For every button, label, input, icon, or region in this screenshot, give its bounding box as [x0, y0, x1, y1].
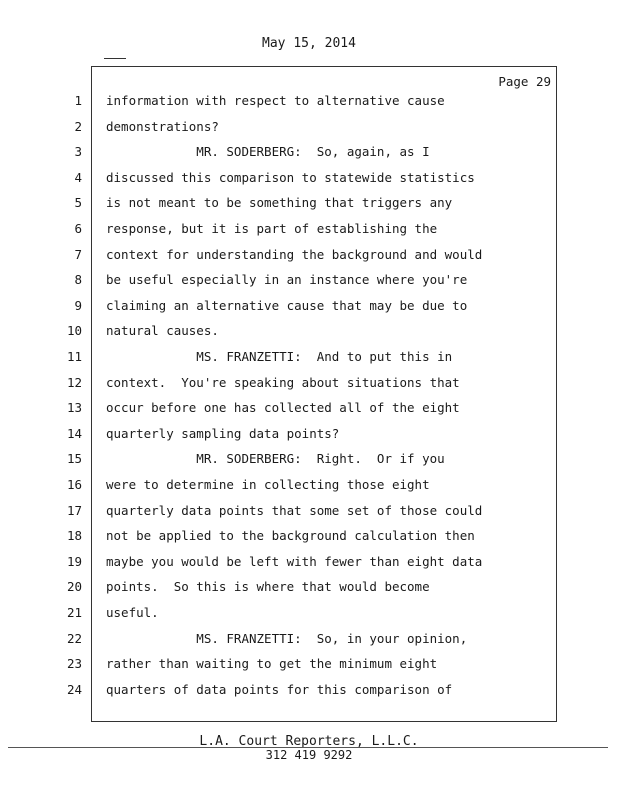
line-number: 5	[74, 195, 82, 211]
top-tick-mark	[104, 58, 126, 59]
transcript-line	[0, 477, 618, 503]
transcript-line	[0, 631, 618, 657]
line-text: quarters of data points for this comparison of	[106, 681, 453, 697]
line-number: 23	[66, 656, 82, 672]
transcript-line	[0, 272, 618, 298]
line-number: 16	[66, 477, 82, 492]
transcript-line	[0, 298, 618, 324]
line-number: 22	[66, 630, 82, 646]
line-text: MR. SODERBERG: Right. Or if you	[106, 451, 445, 467]
page-number-label: Page 29	[498, 74, 551, 89]
line-number: 20	[66, 579, 82, 595]
line-text: claiming an alternative cause that may be due to	[106, 297, 468, 313]
line-number: 2	[74, 118, 82, 134]
transcript-line	[0, 605, 618, 631]
line-number: 3	[74, 144, 82, 160]
transcript-line	[0, 656, 618, 682]
line-number: 21	[66, 605, 82, 620]
line-text: information with respect to alternative cause	[106, 93, 445, 108]
line-text: not be applied to the background calculation then	[106, 528, 475, 544]
line-text: response, but it is part of establishing the	[106, 221, 438, 236]
line-text: quarterly sampling data points?	[106, 425, 340, 441]
transcript-line	[0, 93, 618, 119]
transcript-line	[0, 247, 618, 273]
line-text: useful.	[106, 605, 159, 620]
line-text: be useful especially in an instance where you're	[106, 272, 468, 288]
line-text: is not meant to be something that triggers any	[106, 195, 453, 211]
footer-company: L.A. Court Reporters, L.L.C.	[199, 734, 419, 749]
transcript-line	[0, 682, 618, 708]
line-text: natural causes.	[106, 323, 219, 339]
transcript-line	[0, 400, 618, 426]
line-text: context for understanding the background and would	[106, 246, 483, 262]
line-text: MS. FRANZETTI: So, in your opinion,	[106, 630, 468, 646]
line-number: 10	[66, 323, 82, 339]
line-number: 19	[66, 553, 82, 569]
line-text: maybe you would be left with fewer than eight data	[106, 553, 483, 569]
line-text: demonstrations?	[106, 118, 219, 134]
transcript-line	[0, 323, 618, 349]
line-number: 15	[66, 451, 82, 467]
line-number: 9	[74, 297, 82, 313]
transcript-line	[0, 349, 618, 375]
line-text: MR. SODERBERG: So, again, as I	[106, 144, 430, 160]
transcript-line	[0, 195, 618, 221]
transcript-line	[0, 554, 618, 580]
line-number: 12	[66, 374, 82, 390]
line-number: 1	[74, 93, 82, 108]
line-text: context. You're speaking about situations that	[106, 374, 460, 390]
footer-phone: 312 419 9292	[265, 748, 353, 762]
line-text: occur before one has collected all of the eight	[106, 400, 460, 416]
line-text: MS. FRANZETTI: And to put this in	[106, 349, 453, 364]
transcript-line	[0, 170, 618, 196]
transcript-line	[0, 144, 618, 170]
line-text: rather than waiting to get the minimum eight	[106, 656, 438, 672]
line-text: discussed this comparison to statewide statistics	[106, 169, 475, 185]
line-text: points. So this is where that would become	[106, 579, 430, 595]
line-text: quarterly data points that some set of those could	[106, 502, 483, 518]
line-number: 7	[74, 246, 82, 262]
line-number: 24	[66, 681, 82, 697]
transcript-line	[0, 579, 618, 605]
line-number: 17	[66, 502, 82, 518]
transcript-line	[0, 503, 618, 529]
line-text: were to determine in collecting those eight	[106, 477, 430, 492]
transcript-line	[0, 528, 618, 554]
transcript-line	[0, 119, 618, 145]
page-date: May 15, 2014	[262, 36, 356, 51]
line-number: 14	[66, 425, 82, 441]
line-number: 18	[66, 528, 82, 544]
transcript-line	[0, 451, 618, 477]
line-number: 13	[66, 400, 82, 416]
transcript-line	[0, 221, 618, 247]
transcript-line	[0, 375, 618, 401]
line-number: 4	[74, 169, 82, 185]
line-number: 6	[74, 221, 82, 236]
transcript-line	[0, 426, 618, 452]
line-number: 8	[74, 272, 82, 288]
line-number: 11	[66, 349, 82, 364]
